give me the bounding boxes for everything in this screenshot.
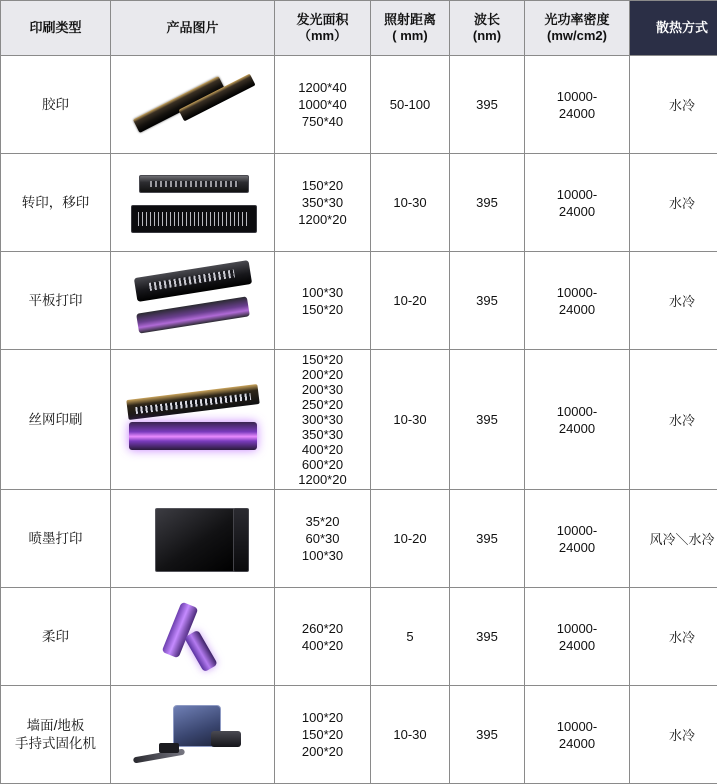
header-product-image (111, 1, 275, 56)
wavelength-value: 395 (476, 727, 498, 742)
header-cooling-method (630, 1, 717, 56)
header-emitting-area-line2: （mm） (276, 28, 369, 44)
cell-power-density (525, 588, 630, 686)
cell-irradiation-distance (371, 588, 450, 686)
cell-product-image (111, 686, 275, 784)
print-type-label: 转印，移印 (2, 194, 109, 212)
area-value: 1200*20 (276, 472, 369, 487)
print-type-label: 丝网印刷 (2, 411, 109, 429)
table-row (1, 490, 717, 588)
table-row (1, 686, 717, 784)
power-value-line1: 10000- (526, 522, 628, 539)
wavelength-value: 395 (476, 531, 498, 546)
inkjet-printing-lamp-image (115, 497, 270, 581)
cell-wavelength (450, 252, 525, 350)
area-value: 200*20 (276, 743, 369, 760)
header-power-density-line1: 光功率密度 (526, 12, 628, 28)
power-value-line2: 24000 (526, 420, 628, 437)
lamp-lower-arm (184, 629, 218, 672)
power-value-line1: 10000- (526, 186, 628, 203)
power-value-line1: 10000- (526, 284, 628, 301)
table-body (1, 56, 717, 784)
table-row (1, 588, 717, 686)
cell-wavelength (450, 588, 525, 686)
cell-product-image (111, 490, 275, 588)
cell-cooling-method (630, 154, 717, 252)
area-value: 400*20 (276, 637, 369, 654)
cell-wavelength (450, 56, 525, 154)
power-value-line2: 24000 (526, 735, 628, 752)
header-emitting-area-line1: 发光面积 (276, 12, 369, 28)
power-value-line1: 10000- (526, 403, 628, 420)
wavelength-value: 395 (476, 195, 498, 210)
header-product-image-label: 产品图片 (166, 20, 218, 35)
area-value: 100*30 (276, 284, 369, 301)
cell-emitting-area (275, 490, 371, 588)
area-value: 150*20 (276, 177, 369, 194)
header-wavelength (450, 1, 525, 56)
header-emitting-area (275, 1, 371, 56)
cell-emitting-area (275, 350, 371, 490)
table-row (1, 350, 717, 490)
transfer-pad-printing-lamp-image (115, 161, 270, 245)
power-value-line1: 10000- (526, 88, 628, 105)
distance-value: 10-30 (393, 727, 426, 742)
wavelength-value: 395 (476, 97, 498, 112)
handheld-curing-machine-image (115, 693, 270, 777)
header-irradiation-distance-line1: 照射距离 (372, 12, 448, 28)
area-value: 300*30 (276, 412, 369, 427)
print-type-label: 胶印 (2, 96, 109, 114)
cell-cooling-method (630, 56, 717, 154)
print-type-label: 平板打印 (2, 292, 109, 310)
wavelength-value: 395 (476, 629, 498, 644)
area-value: 350*30 (276, 194, 369, 211)
header-irradiation-distance-line2: ( mm) (372, 28, 448, 44)
area-value: 600*20 (276, 457, 369, 472)
area-value: 1200*40 (276, 79, 369, 96)
area-value: 150*20 (276, 726, 369, 743)
cell-irradiation-distance (371, 154, 450, 252)
cell-print-type (1, 252, 111, 350)
cell-product-image (111, 588, 275, 686)
cell-power-density (525, 686, 630, 784)
cell-power-density (525, 490, 630, 588)
screen-printing-lamp-image (115, 378, 270, 462)
cooling-value: 风冷＼水冷 (649, 532, 714, 547)
cell-power-density (525, 154, 630, 252)
table-header (1, 1, 717, 56)
cell-print-type (1, 154, 111, 252)
cell-product-image (111, 154, 275, 252)
table-row (1, 154, 717, 252)
header-power-density (525, 1, 630, 56)
print-type-label: 柔印 (2, 628, 109, 646)
table-row (1, 56, 717, 154)
cooling-value: 水冷 (669, 98, 695, 113)
cooling-value: 水冷 (669, 196, 695, 211)
print-type-label: 喷墨打印 (2, 530, 109, 548)
cell-product-image (111, 252, 275, 350)
cooling-value: 水冷 (669, 630, 695, 645)
area-value: 150*20 (276, 301, 369, 318)
cell-cooling-method (630, 686, 717, 784)
area-value: 150*20 (276, 352, 369, 367)
cell-irradiation-distance (371, 252, 450, 350)
header-row (1, 1, 717, 56)
distance-value: 10-20 (393, 293, 426, 308)
cell-wavelength (450, 686, 525, 784)
header-power-density-line2: (mw/cm2) (526, 28, 628, 44)
cell-emitting-area (275, 154, 371, 252)
area-value: 200*20 (276, 367, 369, 382)
wavelength-value: 395 (476, 412, 498, 427)
area-value: 350*30 (276, 427, 369, 442)
cooling-value: 水冷 (669, 294, 695, 309)
cell-irradiation-distance (371, 350, 450, 490)
power-value-line1: 10000- (526, 620, 628, 637)
power-value-line2: 24000 (526, 539, 628, 556)
cell-irradiation-distance (371, 56, 450, 154)
area-value: 260*20 (276, 620, 369, 637)
header-irradiation-distance (371, 1, 450, 56)
area-value: 60*30 (276, 530, 369, 547)
cell-power-density (525, 56, 630, 154)
area-value: 200*30 (276, 382, 369, 397)
distance-value: 10-30 (393, 412, 426, 427)
cell-print-type (1, 588, 111, 686)
power-value-line2: 24000 (526, 301, 628, 318)
area-value: 400*20 (276, 442, 369, 457)
cooling-value: 水冷 (669, 413, 695, 428)
header-print-type (1, 1, 111, 56)
cell-print-type (1, 56, 111, 154)
distance-value: 5 (406, 629, 413, 644)
lamp-body (155, 508, 235, 572)
cell-cooling-method (630, 490, 717, 588)
lamp-bar-secondary (136, 296, 250, 333)
machine-head (211, 731, 241, 747)
header-print-type-label: 印刷类型 (29, 20, 81, 35)
cell-print-type (1, 350, 111, 490)
cell-emitting-area (275, 56, 371, 154)
power-value-line2: 24000 (526, 637, 628, 654)
lamp-bar-primary (126, 384, 259, 420)
area-value: 750*40 (276, 113, 369, 130)
power-value-line2: 24000 (526, 203, 628, 220)
cell-irradiation-distance (371, 490, 450, 588)
table-row (1, 252, 717, 350)
cell-cooling-method (630, 252, 717, 350)
area-value: 100*20 (276, 709, 369, 726)
header-cooling-method-label: 散热方式 (656, 20, 708, 35)
cooling-value: 水冷 (669, 728, 695, 743)
area-value: 1000*40 (276, 96, 369, 113)
cell-cooling-method (630, 588, 717, 686)
area-value: 35*20 (276, 513, 369, 530)
cell-emitting-area (275, 252, 371, 350)
offset-printing-lamp-image (115, 63, 270, 147)
machine-base (159, 743, 179, 753)
cell-wavelength (450, 490, 525, 588)
cell-product-image (111, 56, 275, 154)
area-value: 100*30 (276, 547, 369, 564)
power-value-line2: 24000 (526, 105, 628, 122)
area-value: 250*20 (276, 397, 369, 412)
wavelength-value: 395 (476, 293, 498, 308)
cell-emitting-area (275, 686, 371, 784)
area-value: 1200*20 (276, 211, 369, 228)
print-type-label-line2: 手持式固化机 (2, 735, 109, 753)
cell-wavelength (450, 154, 525, 252)
cell-wavelength (450, 350, 525, 490)
distance-value: 50-100 (390, 97, 430, 112)
cell-irradiation-distance (371, 686, 450, 784)
cell-power-density (525, 252, 630, 350)
lamp-bar-primary (134, 260, 252, 302)
cell-product-image (111, 350, 275, 490)
cell-cooling-method (630, 350, 717, 490)
distance-value: 10-20 (393, 531, 426, 546)
flexo-printing-lamp-image (115, 595, 270, 679)
power-value-line1: 10000- (526, 718, 628, 735)
lamp-bar-secondary (129, 422, 257, 450)
lamp-bar-primary (139, 175, 249, 193)
header-wavelength-line2: (nm) (451, 28, 523, 44)
cell-power-density (525, 350, 630, 490)
lamp-bar-secondary (131, 205, 257, 233)
cell-emitting-area (275, 588, 371, 686)
distance-value: 10-30 (393, 195, 426, 210)
header-wavelength-line1: 波长 (451, 12, 523, 28)
cell-print-type (1, 686, 111, 784)
cell-print-type (1, 490, 111, 588)
flatbed-printing-lamp-image (115, 259, 270, 343)
print-type-label-line1: 墙面/地板 (2, 717, 109, 735)
lamp-side-panel (233, 508, 249, 572)
